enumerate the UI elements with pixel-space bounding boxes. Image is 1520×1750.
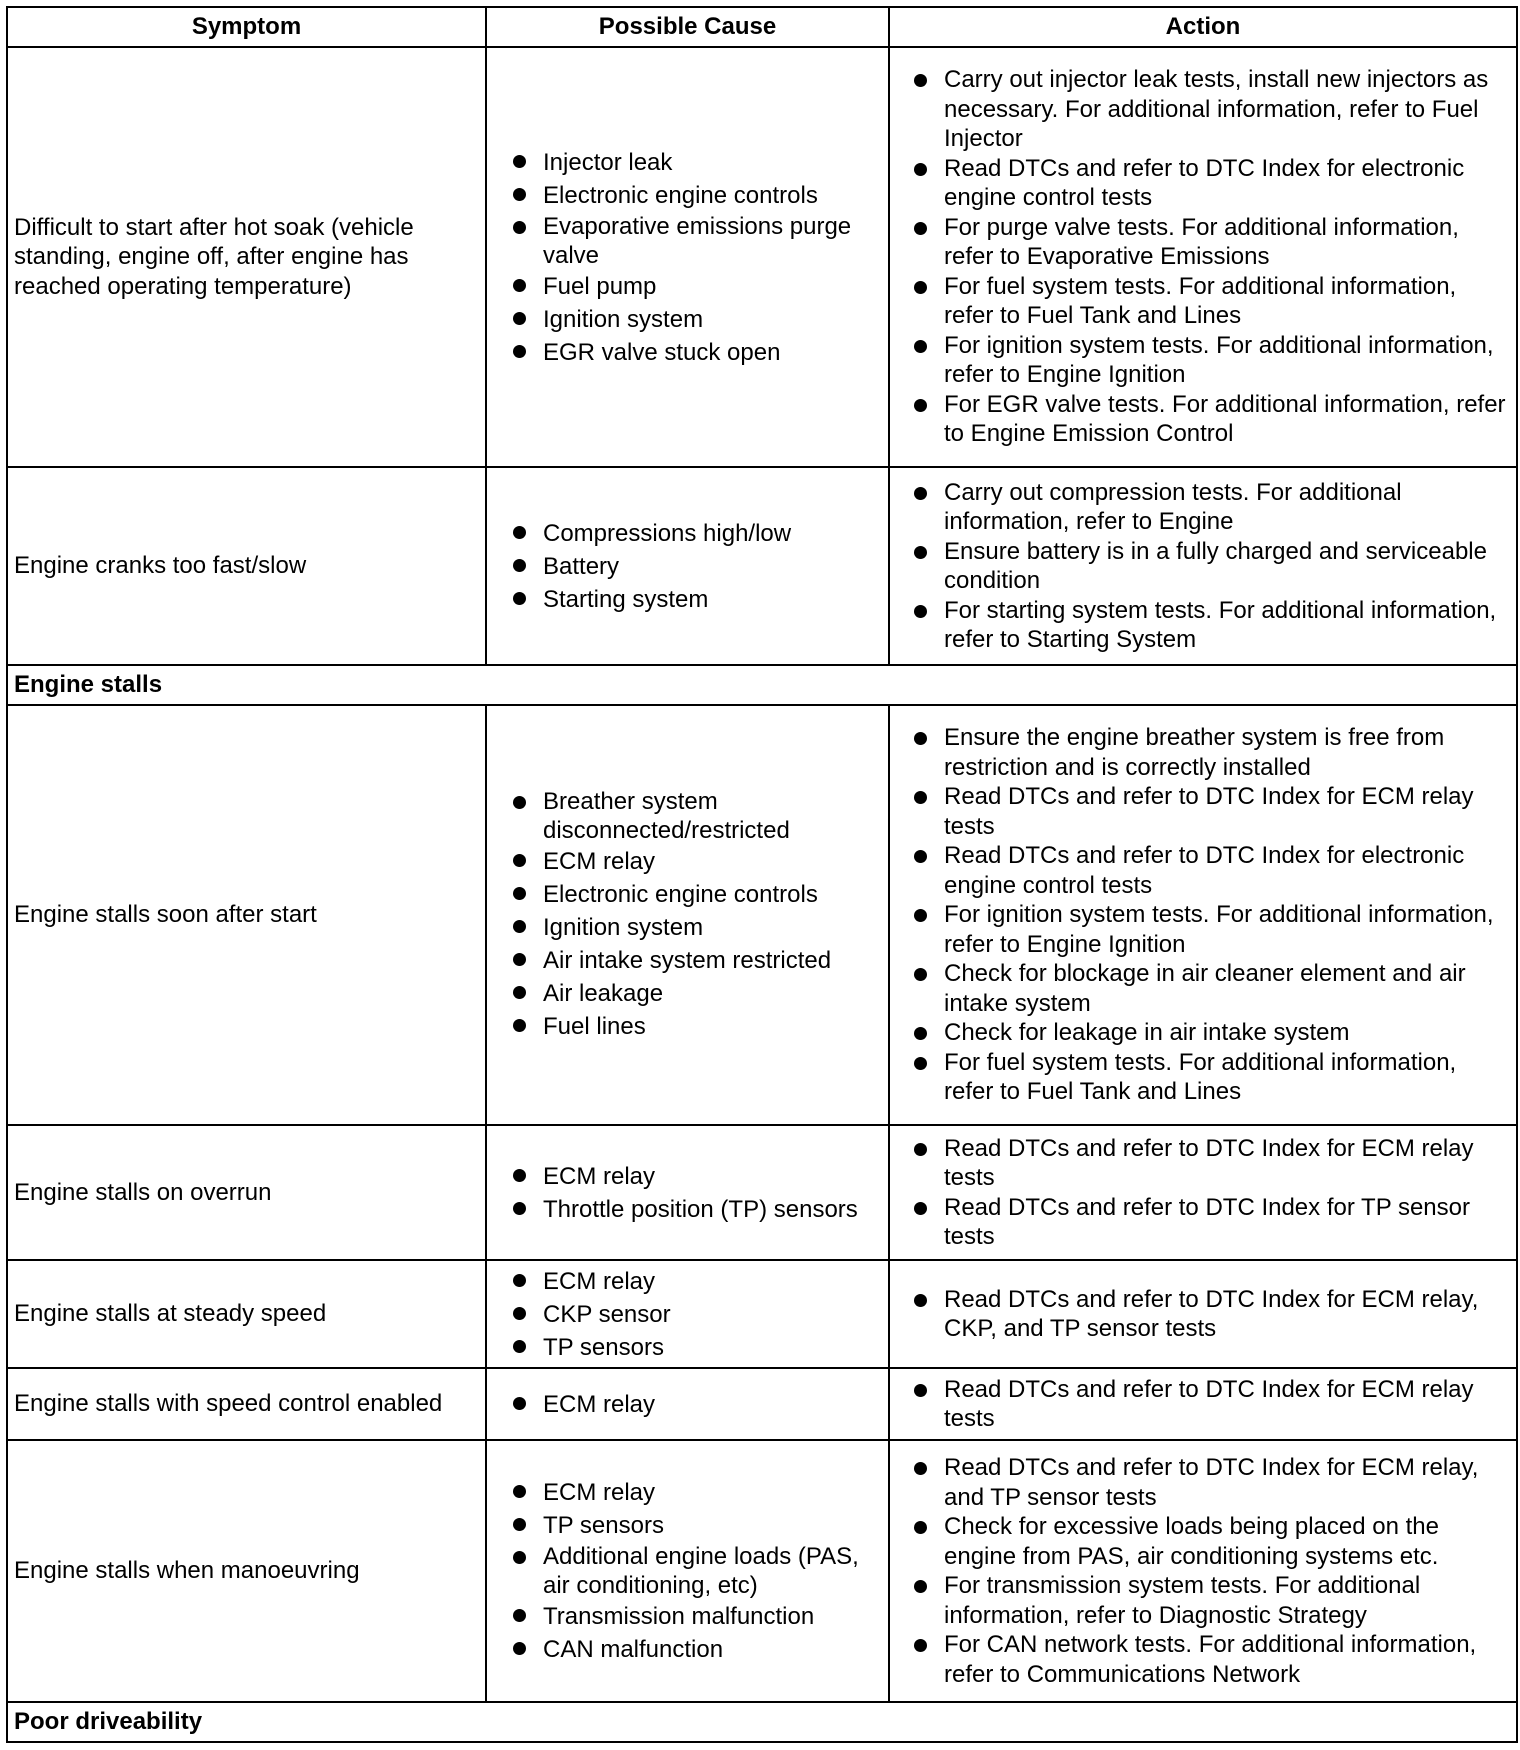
table-row	[7, 467, 1517, 665]
cause-item: ECM relay	[509, 1160, 878, 1193]
cause-item: EGR valve stuck open	[509, 336, 878, 369]
cause-list	[509, 787, 878, 1043]
action-list	[910, 1134, 1510, 1252]
action-item: For starting system tests. For additional information, refer to Starting System	[910, 596, 1510, 655]
cause-item: Additional engine loads (PAS, air conditioning, etc)	[509, 1542, 878, 1600]
action-list	[910, 65, 1510, 449]
action-item: Read DTCs and refer to DTC Index for ECM relay tests	[910, 782, 1510, 841]
section-heading-poor-driveability: Poor driveability	[7, 1702, 1517, 1742]
cause-item: Electronic engine controls	[509, 179, 878, 212]
action-item: Read DTCs and refer to DTC Index for electronic engine control tests	[910, 154, 1510, 213]
action-item: For ignition system tests. For additional information, refer to Engine Ignition	[910, 331, 1510, 390]
symptom-cell: Engine cranks too fast/slow	[7, 467, 486, 665]
cause-item: Compressions high/low	[509, 517, 878, 550]
table-row	[7, 705, 1517, 1125]
cause-item: ECM relay	[509, 1388, 878, 1421]
header-possible-cause: Possible Cause	[486, 7, 889, 47]
section-row	[7, 665, 1517, 705]
symptom-cell: Engine stalls soon after start	[7, 705, 486, 1125]
symptom-cell: Engine stalls on overrun	[7, 1125, 486, 1260]
cause-item: Evaporative emissions purge valve	[509, 212, 878, 270]
table-header-row	[7, 7, 1517, 47]
action-cell	[889, 1125, 1517, 1260]
cause-item: Starting system	[509, 583, 878, 616]
cause-item: ECM relay	[509, 845, 878, 878]
action-cell	[889, 1368, 1517, 1440]
action-item: For ignition system tests. For additional information, refer to Engine Ignition	[910, 900, 1510, 959]
cause-list	[509, 1265, 878, 1364]
cause-item: ECM relay	[509, 1476, 878, 1509]
section-row	[7, 1702, 1517, 1742]
cause-list	[509, 146, 878, 369]
action-item: For transmission system tests. For additional information, refer to Diagnostic Strategy	[910, 1571, 1510, 1630]
action-item: Carry out compression tests. For additional information, refer to Engine	[910, 478, 1510, 537]
action-item: Read DTCs and refer to DTC Index for TP sensor tests	[910, 1193, 1510, 1252]
action-cell	[889, 1440, 1517, 1702]
action-item: For purge valve tests. For additional information, refer to Evaporative Emissions	[910, 213, 1510, 272]
action-item: Ensure battery is in a fully charged and serviceable condition	[910, 537, 1510, 596]
section-heading-engine-stalls: Engine stalls	[7, 665, 1517, 705]
action-item: Carry out injector leak tests, install new injectors as necessary. For additional information, refer to Fuel Injector	[910, 65, 1510, 154]
cause-item: ECM relay	[509, 1265, 878, 1298]
cause-item: Fuel pump	[509, 270, 878, 303]
symptom-cell: Engine stalls with speed control enabled	[7, 1368, 486, 1440]
cause-cell	[486, 1125, 889, 1260]
action-list	[910, 1285, 1510, 1344]
cause-item: Battery	[509, 550, 878, 583]
action-cell	[889, 467, 1517, 665]
action-item: Read DTCs and refer to DTC Index for electronic engine control tests	[910, 841, 1510, 900]
cause-list	[509, 1476, 878, 1666]
cause-item: Fuel lines	[509, 1010, 878, 1043]
header-action: Action	[889, 7, 1517, 47]
cause-list	[509, 1160, 878, 1226]
action-item: Read DTCs and refer to DTC Index for ECM relay tests	[910, 1134, 1510, 1193]
cause-cell	[486, 1368, 889, 1440]
action-item: For fuel system tests. For additional information, refer to Fuel Tank and Lines	[910, 1048, 1510, 1107]
action-item: Check for blockage in air cleaner element and air intake system	[910, 959, 1510, 1018]
cause-item: Ignition system	[509, 911, 878, 944]
table-row	[7, 47, 1517, 467]
cause-item: Breather system disconnected/restricted	[509, 787, 878, 845]
cause-item: Throttle position (TP) sensors	[509, 1193, 878, 1226]
action-item: For EGR valve tests. For additional information, refer to Engine Emission Control	[910, 390, 1510, 449]
action-item: Check for leakage in air intake system	[910, 1018, 1510, 1048]
action-item: Read DTCs and refer to DTC Index for ECM relay, CKP, and TP sensor tests	[910, 1285, 1510, 1344]
action-item: Read DTCs and refer to DTC Index for ECM relay tests	[910, 1375, 1510, 1434]
cause-cell	[486, 47, 889, 467]
action-list	[910, 1375, 1510, 1434]
action-item: Ensure the engine breather system is free from restriction and is correctly installed	[910, 723, 1510, 782]
cause-cell	[486, 705, 889, 1125]
action-item: Read DTCs and refer to DTC Index for ECM relay, and TP sensor tests	[910, 1453, 1510, 1512]
table-row	[7, 1125, 1517, 1260]
symptom-cell: Engine stalls at steady speed	[7, 1260, 486, 1368]
cause-cell	[486, 1440, 889, 1702]
action-list	[910, 478, 1510, 655]
symptom-chart-table	[6, 6, 1518, 1743]
symptom-cell: Difficult to start after hot soak (vehicle standing, engine off, after engine has reached operating temperature)	[7, 47, 486, 467]
cause-item: CKP sensor	[509, 1298, 878, 1331]
cause-item: Air leakage	[509, 977, 878, 1010]
cause-item: Injector leak	[509, 146, 878, 179]
document-page	[6, 6, 1516, 1743]
table-row	[7, 1440, 1517, 1702]
cause-cell	[486, 1260, 889, 1368]
header-symptom: Symptom	[7, 7, 486, 47]
action-cell	[889, 1260, 1517, 1368]
cause-list	[509, 517, 878, 616]
cause-list	[509, 1388, 878, 1421]
action-item: For CAN network tests. For additional information, refer to Communications Network	[910, 1630, 1510, 1689]
symptom-cell: Engine stalls when manoeuvring	[7, 1440, 486, 1702]
action-list	[910, 723, 1510, 1107]
cause-item: TP sensors	[509, 1509, 878, 1542]
cause-item: Transmission malfunction	[509, 1600, 878, 1633]
table-row	[7, 1260, 1517, 1368]
action-cell	[889, 47, 1517, 467]
cause-item: TP sensors	[509, 1331, 878, 1364]
action-item: Check for excessive loads being placed on the engine from PAS, air conditioning systems etc.	[910, 1512, 1510, 1571]
action-item: For fuel system tests. For additional information, refer to Fuel Tank and Lines	[910, 272, 1510, 331]
action-list	[910, 1453, 1510, 1689]
cause-item: CAN malfunction	[509, 1633, 878, 1666]
action-cell	[889, 705, 1517, 1125]
table-row	[7, 1368, 1517, 1440]
cause-item: Ignition system	[509, 303, 878, 336]
cause-cell	[486, 467, 889, 665]
cause-item: Air intake system restricted	[509, 944, 878, 977]
cause-item: Electronic engine controls	[509, 878, 878, 911]
